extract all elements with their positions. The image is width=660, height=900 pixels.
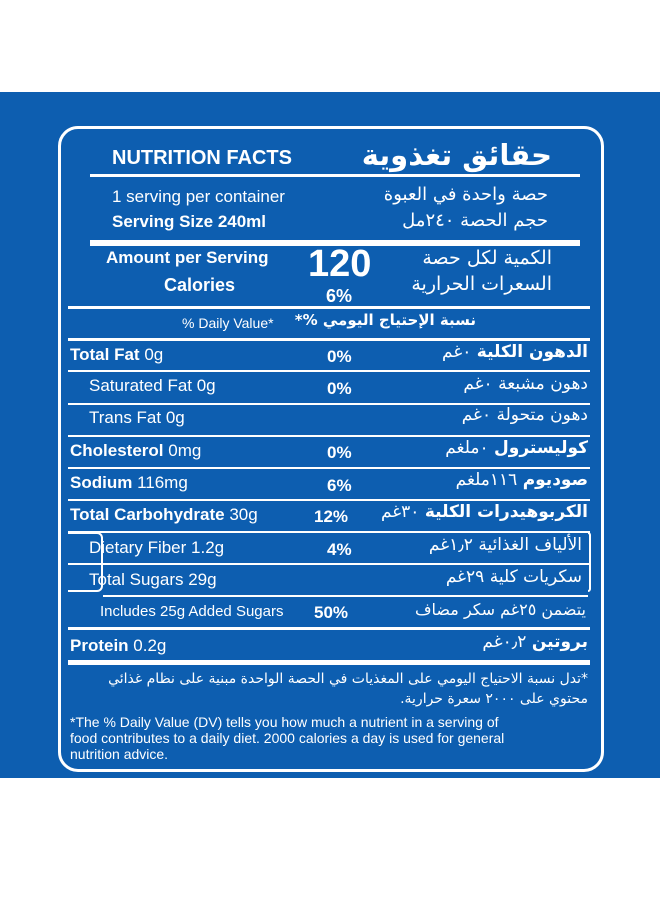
nutrient-dietary-fiber-ar: الألياف الغذائية ١٫٢غم bbox=[428, 535, 582, 555]
divider-daily-value bbox=[68, 338, 590, 341]
title-en: NUTRITION FACTS bbox=[112, 147, 292, 169]
servings-per-container-en: 1 serving per container bbox=[112, 187, 285, 206]
row-divider bbox=[68, 563, 590, 565]
row-divider bbox=[68, 531, 590, 533]
nutrient-trans-fat-ar: دهون متحولة ٠غم bbox=[461, 405, 588, 425]
amount-per-serving-ar: الكمية لكل حصة bbox=[422, 247, 552, 269]
nutrient-sodium-en: Sodium 116mg bbox=[70, 473, 188, 492]
divider-heavy bbox=[68, 660, 590, 665]
nutrient-total-fat-en: Total Fat 0g bbox=[70, 345, 164, 364]
footnote-en-line-2: food contributes to a daily diet. 2000 calories a day is used for general bbox=[70, 730, 505, 746]
row-divider bbox=[68, 370, 590, 372]
serving-size-ar: حجم الحصة ٢٤٠مل bbox=[402, 210, 548, 231]
row-divider bbox=[103, 595, 588, 597]
title-ar: حقائق تغذوية bbox=[361, 138, 552, 172]
row-divider bbox=[68, 435, 590, 437]
nutrient-protein-en: Protein 0.2g bbox=[70, 636, 167, 655]
calories-label-en: Calories bbox=[164, 275, 236, 295]
nutrient-added-sugars-ar: يتضمن ٢٥غم سكر مضاف bbox=[414, 600, 586, 619]
divider-amount bbox=[68, 306, 590, 309]
nutrient-total-carbohydrate-ar: الكربوهيدرات الكلية ٣٠غم bbox=[380, 502, 588, 522]
nutrient-cholesterol-en: Cholesterol 0mg bbox=[70, 441, 202, 460]
calories-value: 120 bbox=[308, 243, 372, 285]
carbohydrate-indent-edge bbox=[588, 532, 591, 592]
serving-size-en: Serving Size 240ml bbox=[112, 212, 267, 231]
nutrient-total-fat-ar: الدهون الكلية ٠غم bbox=[442, 342, 588, 362]
nutrient-cholesterol-ar: كوليسترول ٠ملغم bbox=[445, 438, 588, 458]
nutrient-trans-fat-en: Trans Fat 0g bbox=[89, 408, 185, 427]
row-divider bbox=[68, 627, 590, 630]
nutrient-cholesterol-dv: 0% bbox=[327, 443, 352, 462]
nutrient-saturated-fat-en: Saturated Fat 0g bbox=[89, 376, 216, 395]
amount-per-serving-en: Amount per Serving bbox=[106, 248, 269, 267]
divider-thick bbox=[90, 174, 580, 177]
row-divider bbox=[68, 467, 590, 469]
servings-per-container-ar: حصة واحدة في العبوة bbox=[383, 184, 548, 205]
nutrient-added-sugars-dv: 50% bbox=[314, 603, 349, 622]
daily-value-header-en: % Daily Value* bbox=[182, 315, 274, 331]
daily-value-header-ar: نسبة الإحتياج اليومي %* bbox=[294, 311, 476, 329]
nutrient-saturated-fat-ar: دهون مشبعة ٠غم bbox=[463, 374, 588, 394]
nutrient-total-carbohydrate-en: Total Carbohydrate 30g bbox=[70, 505, 258, 524]
nutrient-total-sugars-en: Total Sugars 29g bbox=[89, 570, 217, 589]
nutrient-total-carbohydrate-dv: 12% bbox=[314, 507, 349, 526]
footnote-en-line-1: *The % Daily Value (DV) tells you how much a nutrient in a serving of bbox=[70, 714, 499, 730]
nutrient-total-sugars-ar: سكريات كلية ٢٩غم bbox=[445, 567, 582, 587]
footnote-en-line-3: nutrition advice. bbox=[70, 746, 169, 762]
nutrient-total-fat-dv: 0% bbox=[327, 347, 352, 366]
footnote-ar-line-2: محتوي على ٢٠٠٠ سعرة حرارية. bbox=[400, 691, 588, 707]
nutrient-dietary-fiber-en: Dietary Fiber 1.2g bbox=[89, 538, 225, 557]
nutrient-saturated-fat-dv: 0% bbox=[327, 379, 352, 398]
footnote-ar-line-1: *تدل نسبة الاحتياج اليومي على المغذيات في الحصة الواحدة مبنية على نظام غذائي bbox=[108, 671, 588, 687]
row-divider bbox=[68, 499, 590, 501]
nutrient-protein-ar: بروتين ٠٫٢غم bbox=[482, 632, 588, 652]
nutrient-dietary-fiber-dv: 4% bbox=[327, 540, 352, 559]
nutrient-added-sugars-en: Includes 25g Added Sugars bbox=[100, 603, 284, 620]
nutrient-sodium-ar: صوديوم ١١٦ملغم bbox=[455, 470, 588, 490]
calories-label-ar: السعرات الحرارية bbox=[411, 273, 552, 295]
calories-daily-value: 6% bbox=[326, 286, 353, 306]
nutrient-sodium-dv: 6% bbox=[327, 476, 352, 495]
